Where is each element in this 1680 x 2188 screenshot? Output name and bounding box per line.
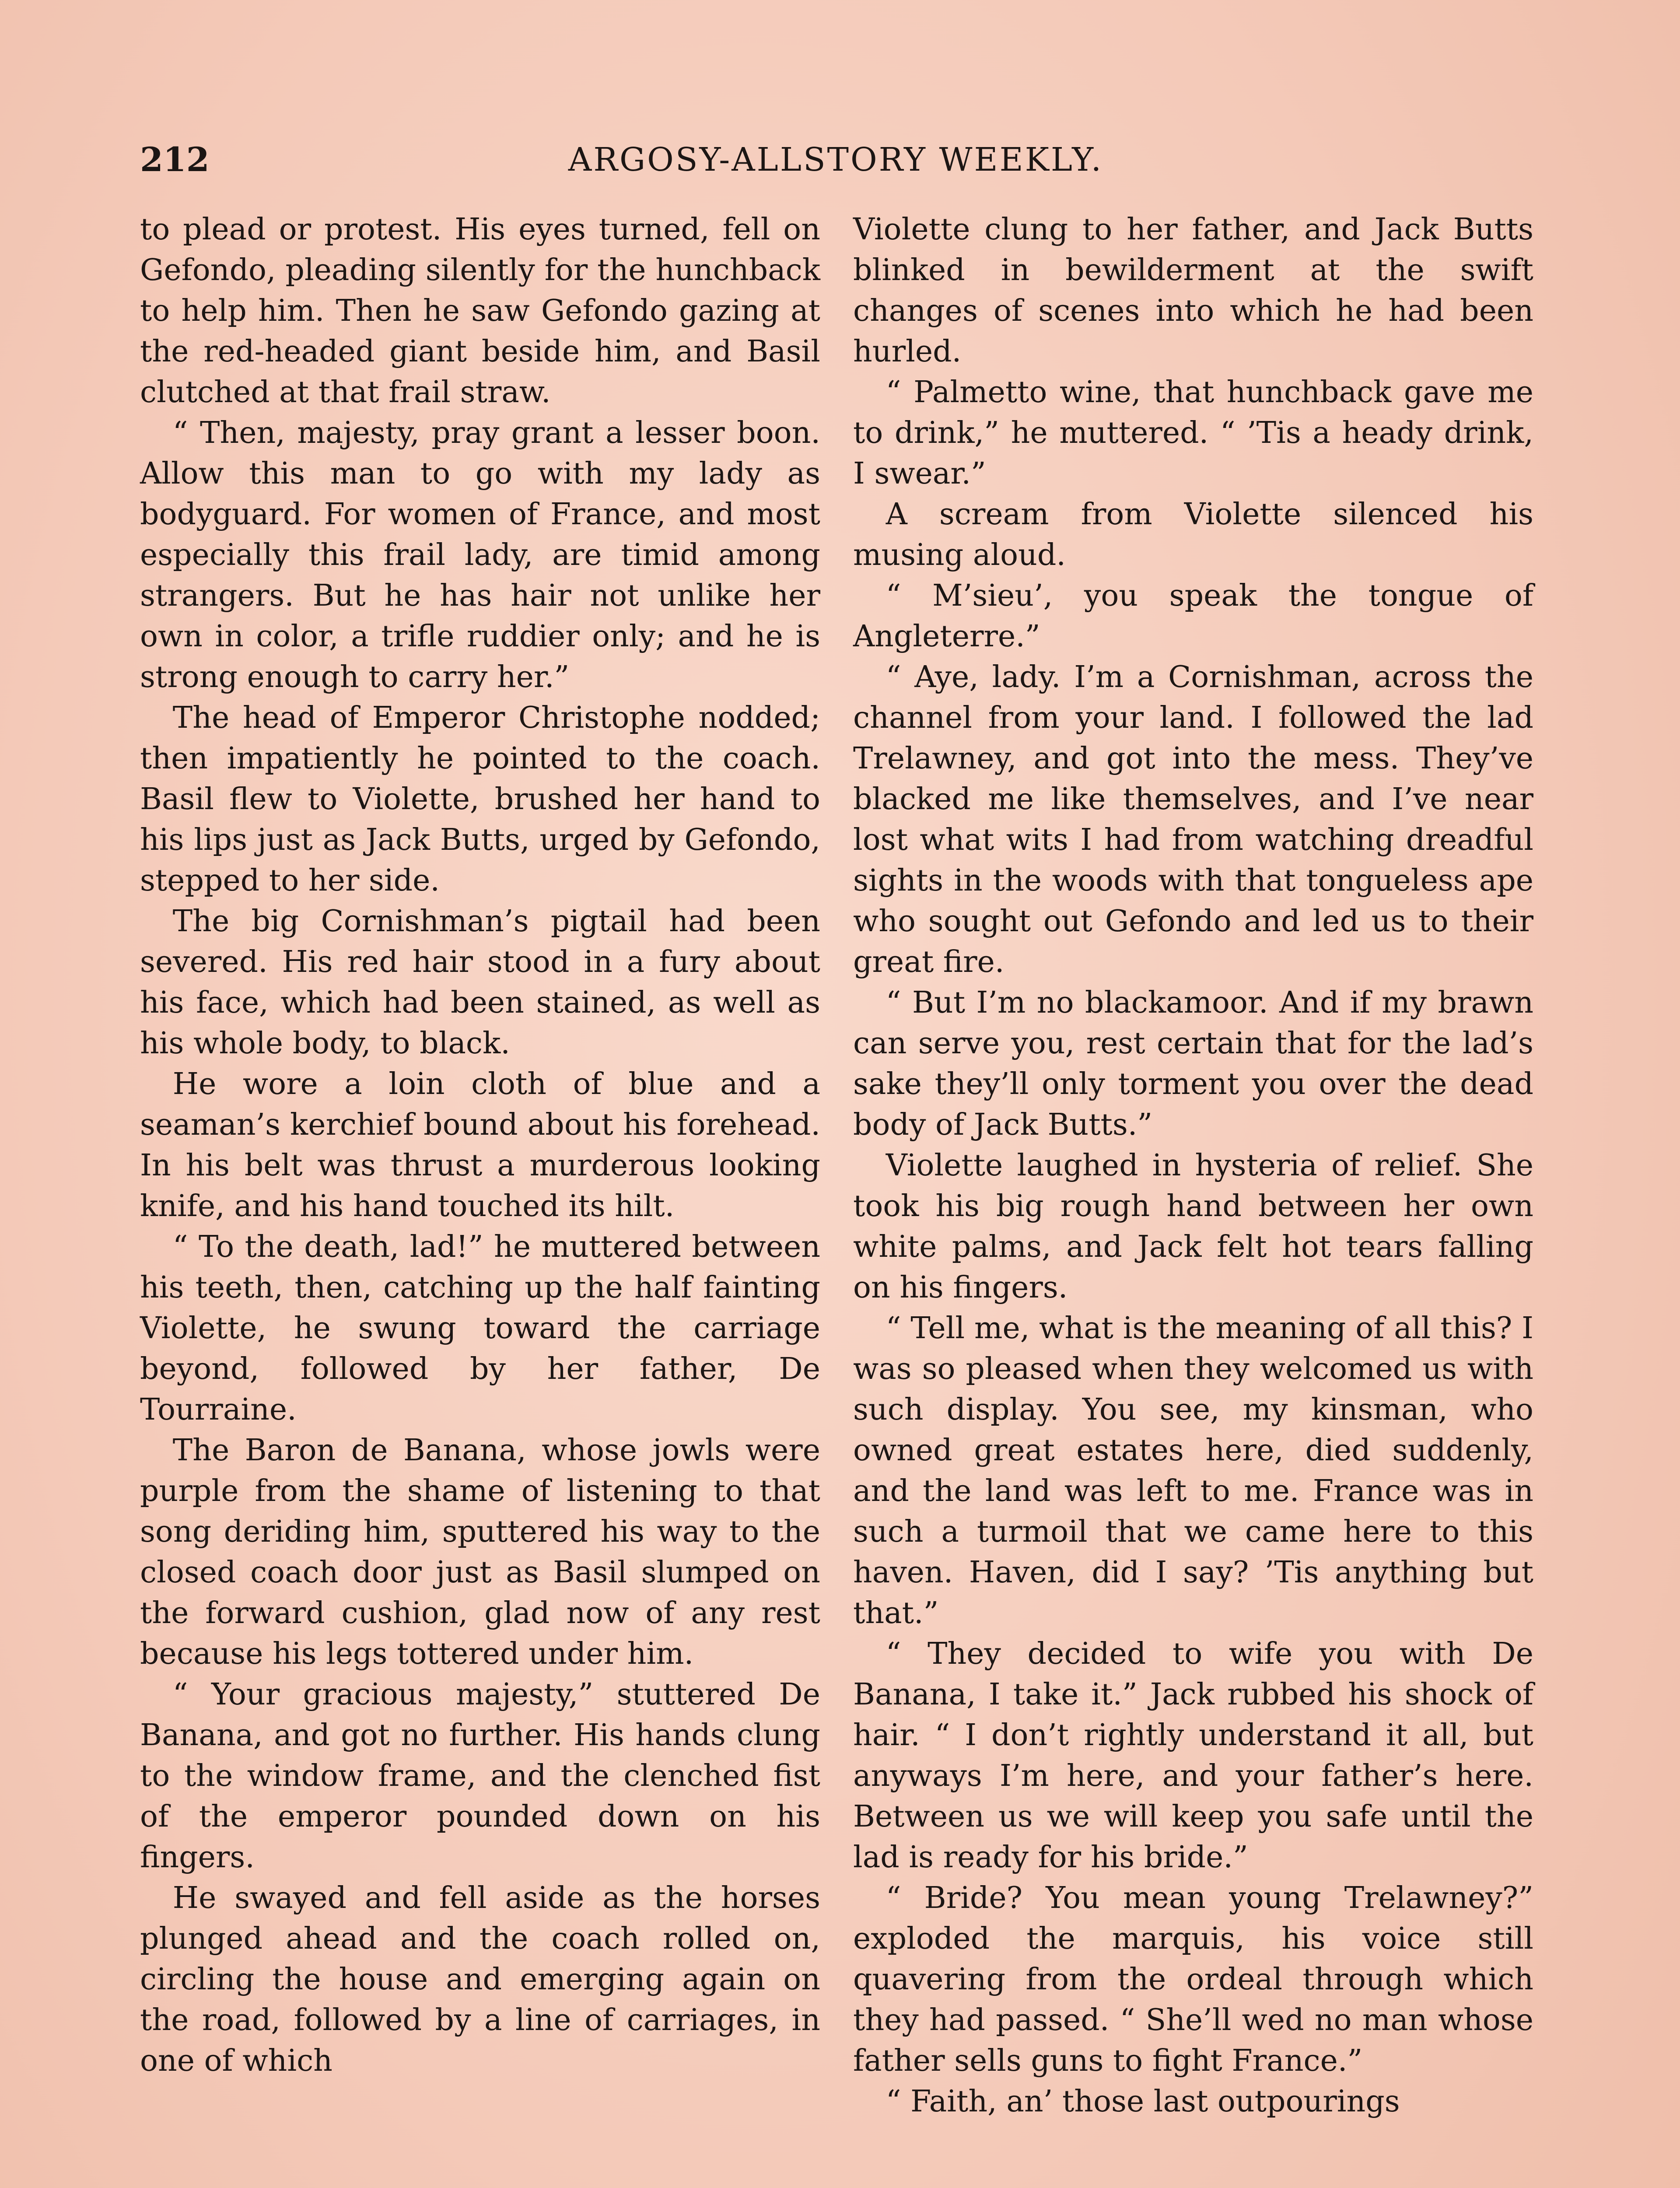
paragraph: to plead or protest. His eyes turned, fell on Gefondo, pleading silently for the hunchback to help him. Then he saw Gefondo gazing at the red-headed giant beside him, and Basil clutched at that frail straw. — [140, 212, 820, 410]
page-header — [140, 133, 1531, 186]
paragraph: “ Bride? You mean young Trelawney?” exploded the marquis, his voice still quavering from the ordeal through which they had passed. “ She’ll wed no man whose father sells guns to fight France.” — [853, 1881, 1533, 2078]
paragraph: Violette clung to her father, and Jack Butts blinked in bewilderment at the swift changes of scenes into which he had been hurled. — [853, 212, 1533, 369]
paragraph: He swayed and fell aside as the horses plunged ahead and the coach rolled on, circling the house and emerging again on the road, followed by a line of carriages, in one of which — [140, 1881, 820, 2078]
paragraph: “ Aye, lady. I’m a Cornishman, across the channel from your land. I followed the lad Trelawney, and got into the mess. They’ve blacked me like themselves, and I’ve near lost what wits I had from watching dreadful sights in the woods with that tongueless ape who sought out Gefondo and led us to their great fire. — [853, 660, 1533, 979]
right-column — [853, 209, 1533, 2122]
paragraph: The big Cornishman’s pigtail had been severed. His red hair stood in a fury about his face, which had been stained, as well as his whole body, to black. — [140, 904, 820, 1061]
page-number: 212 — [140, 140, 210, 179]
running-head: ARGOSY-ALLSTORY WEEKLY. — [568, 141, 1103, 179]
paragraph: “ To the death, lad!” he muttered between his teeth, then, catching up the half fainting Violette, he swung toward the carriage beyond, followed by her father, De Tourraine. — [140, 1230, 820, 1427]
left-column — [140, 209, 820, 2081]
paragraph: The Baron de Banana, whose jowls were purple from the shame of listening to that song deriding him, sputtered his way to the closed coach door just as Basil slumped on the forward cushion, glad now of any rest because his legs tottered under him. — [140, 1433, 820, 1671]
paragraph: He wore a loin cloth of blue and a seaman’s kerchief bound about his forehead. In his belt was thrust a murderous looking knife, and his hand touched its hilt. — [140, 1067, 820, 1224]
paragraph: “ Palmetto wine, that hunchback gave me to drink,” he muttered. “ ’Tis a heady drink, I swear.” — [853, 375, 1533, 491]
paragraph: The head of Emperor Christophe nodded; then impatiently he pointed to the coach. Basil flew to Violette, brushed her hand to his lips just as Jack Butts, urged by Gefondo, stepped to her side. — [140, 701, 820, 898]
paragraph: “ Your gracious majesty,” stuttered De Banana, and got no further. His hands clung to the window frame, and the clenched fist of the emperor pounded down on his fingers. — [140, 1677, 820, 1875]
paragraph: “ They decided to wife you with De Banana, I take it.” Jack rubbed his shock of hair. “ I don’t rightly understand it all, but anyways I’m here, and your father’s here. Between us we will keep you safe until the lad is ready for his bride.” — [853, 1637, 1533, 1875]
paragraph: “ Tell me, what is the meaning of all this? I was so pleased when they welcomed us with such display. You see, my kinsman, who owned great estates here, died suddenly, and the land was left to me. France was in such a turmoil that we came here to this haven. Haven, did I say? ’Tis anything but that.” — [853, 1311, 1533, 1630]
paragraph: A scream from Violette silenced his musing aloud. — [853, 497, 1533, 572]
paragraph: “ Then, majesty, pray grant a lesser boon. Allow this man to go with my lady as bodyguard. For women of France, and most especially this frail lady, are timid among strangers. But he has hair not unlike her own in color, a trifle ruddier only; and he is strong enough to carry her.” — [140, 416, 820, 694]
paragraph: “ Faith, an’ those last outpourings — [886, 2084, 1400, 2119]
paragraph: Violette laughed in hysteria of relief. She took his big rough hand between her own white palms, and Jack felt hot tears falling on his fingers. — [853, 1148, 1533, 1305]
paragraph: “ M’sieu’, you speak the tongue of Angleterre.” — [853, 579, 1533, 654]
paragraph: “ But I’m no blackamoor. And if my brawn can serve you, rest certain that for the lad’s sake they’ll only torment you over the dead body of Jack Butts.” — [853, 985, 1533, 1142]
